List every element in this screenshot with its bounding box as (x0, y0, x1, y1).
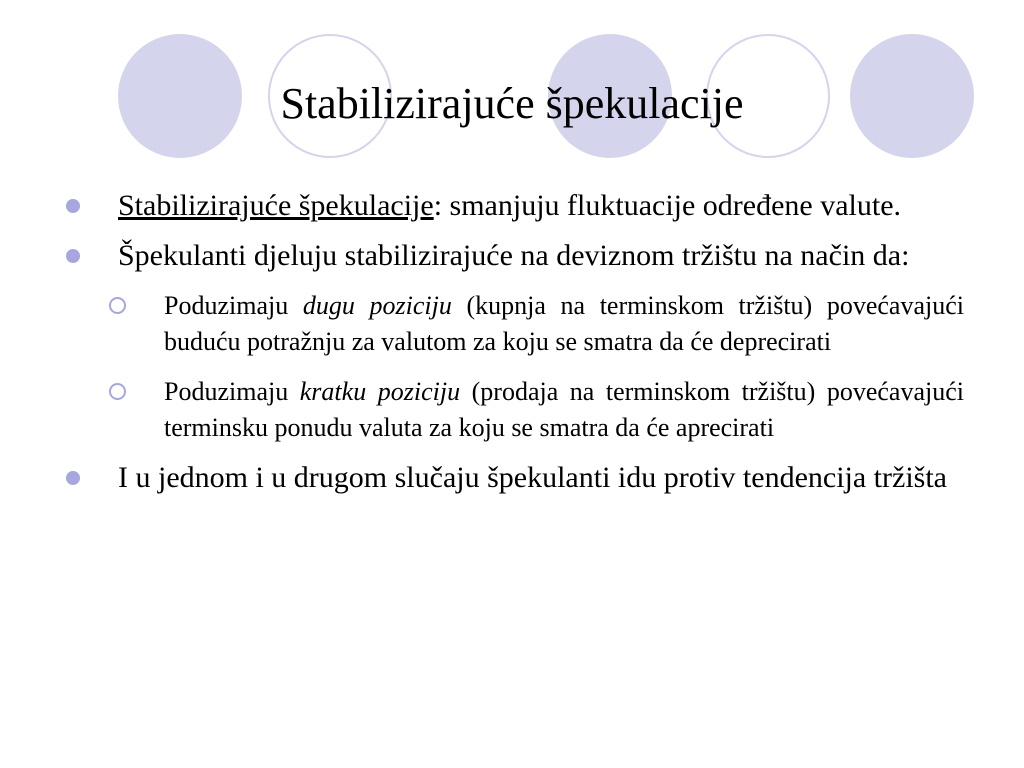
slide-content (118, 188, 964, 510)
item-emphasis: kratku poziciju (299, 377, 461, 406)
bullet-item (118, 460, 964, 496)
bullet-dot-icon (66, 249, 80, 263)
bullet-ring-icon (109, 297, 126, 314)
item-text-before: Poduzimaju (164, 291, 303, 320)
item-text-before: Poduzimaju (164, 377, 300, 406)
bullet-dot-icon (66, 199, 80, 213)
item-emphasis: dugu poziciju (302, 291, 452, 320)
term: Stabilizirajuće špekulacije (118, 189, 434, 222)
bullet-dot-icon (66, 471, 80, 485)
bullet-ring-icon (109, 383, 126, 400)
item-text: Špekulanti djeluju stabilizirajuće na deviznom tržištu na način da: (118, 239, 910, 272)
item-text-after: (prodaja na terminskom tržištu) povećavajući terminsku ponudu valuta za koju se smatra da će aprecirati (164, 377, 964, 442)
item-text-after: (kupnja na terminskom tržištu) povećavajući buduću potražnju za valutom za koju se smatra da će deprecirati (164, 291, 964, 356)
sub-bullet-item (164, 374, 964, 446)
bullet-item (118, 238, 964, 274)
bullet-item (118, 188, 964, 224)
slide-title: Stabilizirajuće špekulacije (280, 79, 744, 128)
item-text: : smanjuju fluktuacije određene valute. (433, 189, 902, 222)
item-text: I u jednom i u drugom slučaju špekulanti idu protiv tendencija tržišta (118, 461, 947, 494)
sub-bullet-item (164, 288, 964, 360)
